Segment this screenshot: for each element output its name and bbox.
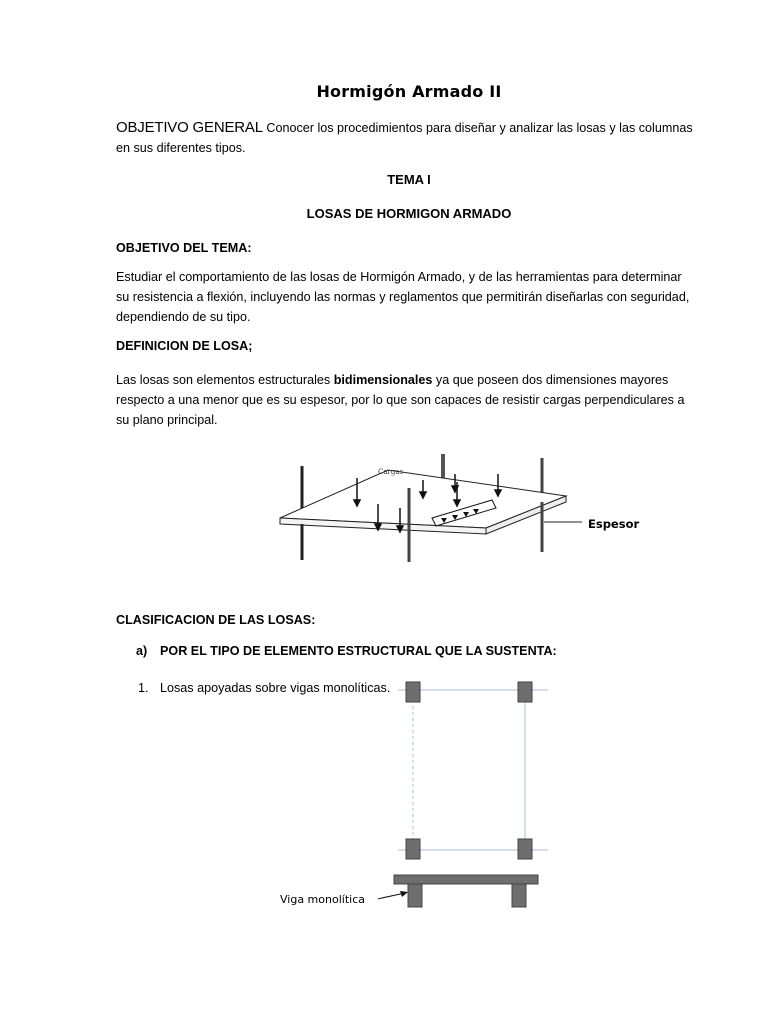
topic-title: LOSAS DE HORMIGON ARMADO <box>306 206 512 221</box>
definition-text <box>116 370 696 430</box>
subsection-a <box>136 644 557 658</box>
general-objective-text: Conocer los procedimientos para diseñar y analizar las losas y las columnas en sus diferentes tipos. <box>116 121 693 155</box>
thickness-label: Espesor <box>588 517 640 531</box>
slab-diagram <box>276 452 646 562</box>
topic-objective-heading: OBJETIVO DEL TEMA: <box>116 241 252 255</box>
list-item-1-number: 1. <box>138 681 149 695</box>
definition-text-start: Las losas son elementos estructurales <box>116 373 334 387</box>
definition-text-bold: bidimensionales <box>333 373 433 387</box>
general-objective-label: OBJETIVO GENERAL <box>116 119 263 136</box>
beam-label: Viga monolítica <box>280 893 365 906</box>
load-label: Cargas <box>378 468 404 476</box>
general-objective <box>116 118 696 158</box>
definition-heading: DEFINICION DE LOSA; <box>116 339 253 353</box>
list-item-1 <box>138 681 390 695</box>
subsection-a-letter: a) <box>136 644 148 658</box>
list-item-1-text: Losas apoyadas sobre vigas monolíticas. <box>160 681 391 695</box>
classification-heading: CLASIFICACION DE LAS LOSAS: <box>116 613 316 627</box>
document-title: Hormigón Armado II <box>316 82 502 101</box>
definition-text-end: ya que poseen dos dimensiones mayores respecto a una menor que es su espesor, por lo que son capaces de resistir cargas perpendiculares a su plano principal. <box>116 373 685 427</box>
beam-plan-diagram <box>378 672 558 912</box>
topic-heading: TEMA I <box>387 172 431 187</box>
subsection-a-text: POR EL TIPO DE ELEMENTO ESTRUCTURAL QUE LA SUSTENTA: <box>160 644 557 658</box>
topic-objective-text: Estudiar el comportamiento de las losas de Hormigón Armado, y de las herramientas para determinar su resistencia a flexión, incluyendo las normas y reglamentos que permitirán diseñarlas con seguridad, dependiendo de su tipo. <box>116 270 690 324</box>
